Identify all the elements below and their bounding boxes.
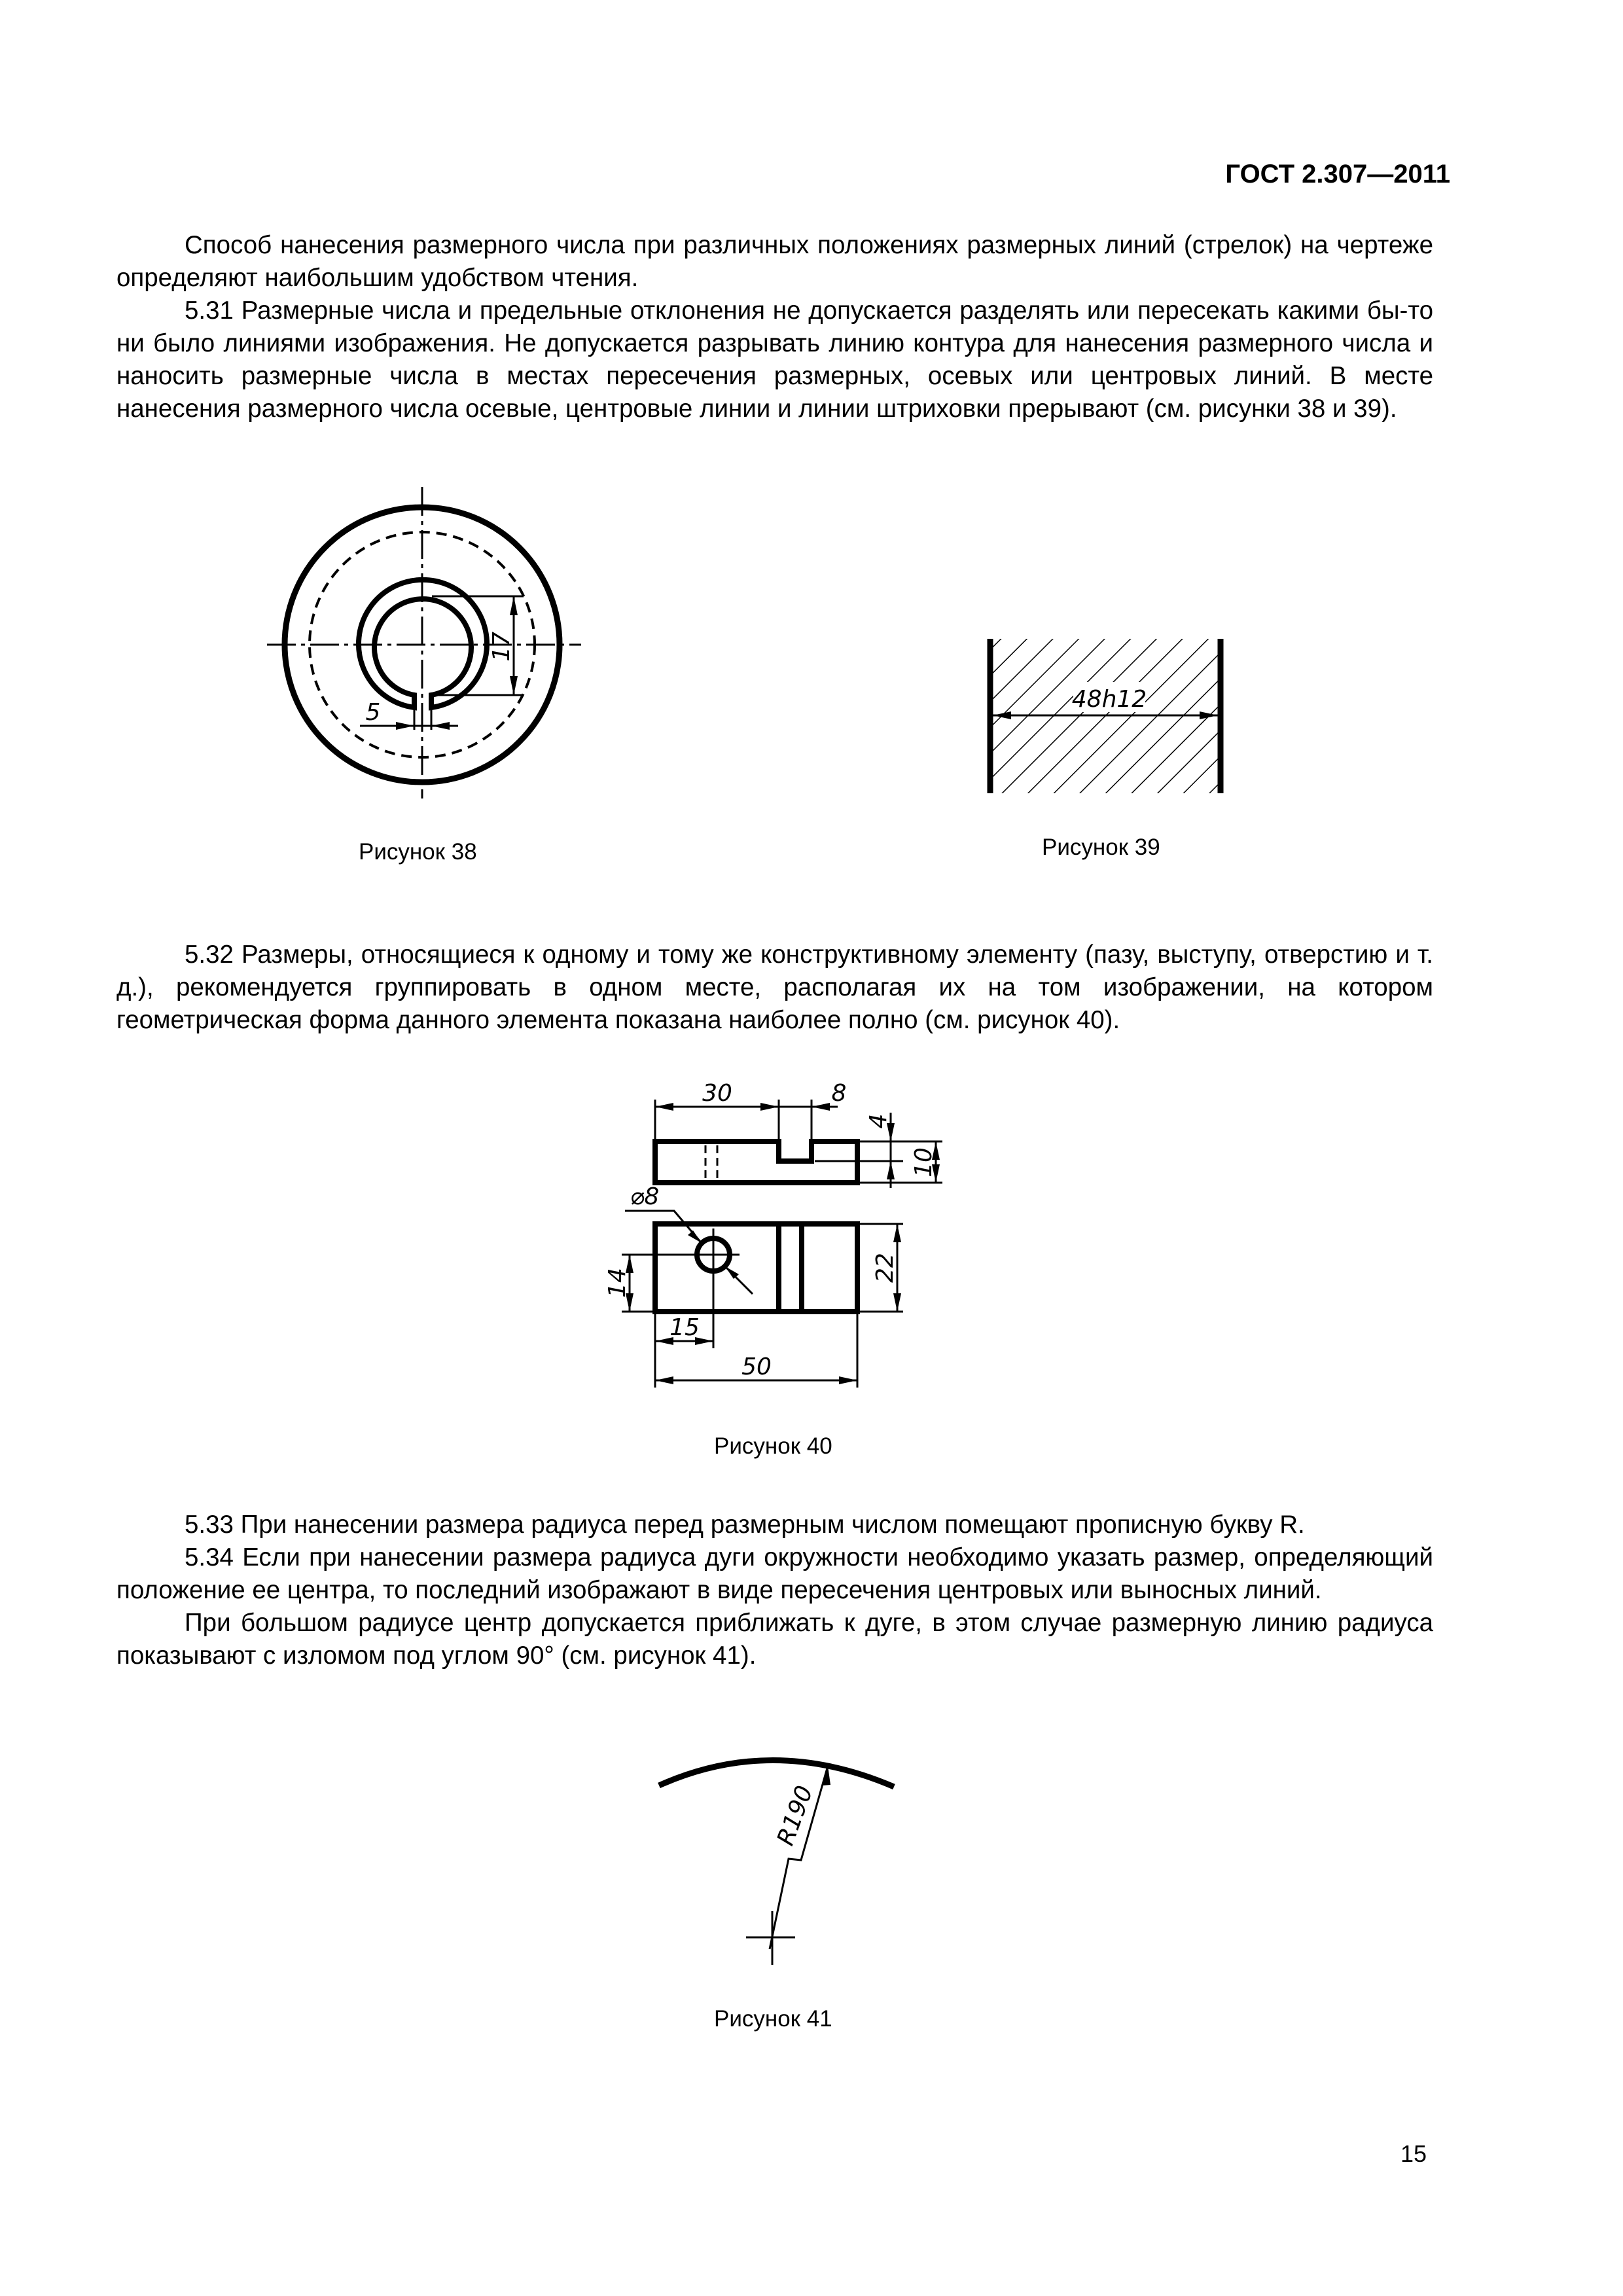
paragraph-5-32: 5.32 Размеры, относящиеся к одному и тому же конструктивному элементу (пазу, выступу, отверстию и т. д.), рекомендуется группировать в одном месте, располагая их на том изображении, на котором геометрическая форма данного элемента показана наиболее полно (см. рисунок 40). xyxy=(116,941,1433,1034)
text-block-2 xyxy=(116,939,1433,1037)
figure-38 xyxy=(262,484,589,805)
arc-r190 xyxy=(659,1760,894,1787)
dim-4: 4 xyxy=(865,1113,892,1129)
arrow xyxy=(510,676,518,695)
text-block-3 xyxy=(116,1509,1433,1672)
arrow xyxy=(431,722,450,730)
dim-10: 10 xyxy=(910,1147,937,1177)
figure-39 xyxy=(978,635,1234,798)
dim-diameter-8: ⌀8 xyxy=(630,1183,660,1210)
paragraph: Способ нанесения размерного числа при различных положениях размерных линий (стрелок) на чертеже определяют наибольшим удобством чтения. xyxy=(116,231,1433,292)
dim-15: 15 xyxy=(669,1314,700,1341)
caption-figure-38: Рисунок 38 xyxy=(359,839,477,865)
dim-17: 17 xyxy=(488,632,515,662)
dim-5: 5 xyxy=(365,699,381,726)
arrow xyxy=(396,722,414,730)
arrow xyxy=(510,596,518,615)
figure-40 xyxy=(589,1073,955,1394)
dim-50: 50 xyxy=(741,1354,772,1380)
figure-41 xyxy=(648,1734,923,1977)
document-header: ГОСТ 2.307—2011 xyxy=(1225,160,1450,188)
dim-8: 8 xyxy=(831,1080,847,1107)
text-block-1 xyxy=(116,229,1433,425)
dim-14: 14 xyxy=(604,1268,631,1298)
caption-figure-41: Рисунок 41 xyxy=(714,2006,832,2032)
paragraph-5-33: 5.33 При нанесении размера радиуса перед размерным числом помещают прописную букву R. xyxy=(185,1511,1305,1539)
caption-figure-40: Рисунок 40 xyxy=(714,1433,832,1459)
paragraph-5-34: 5.34 Если при нанесении размера радиуса дуги окружности необходимо указать размер, определяющий положение ее центра, то последний изображают в виде пересечения центровых или выносных линий. xyxy=(116,1543,1433,1604)
dim-48h12: 48h12 xyxy=(1071,686,1147,713)
dim-22: 22 xyxy=(872,1253,899,1283)
paragraph: При большом радиусе центр допускается приближать к дуге, в этом случае размерную линию радиуса показывают с изломом под углом 90° (см. рисунок 41). xyxy=(116,1609,1433,1670)
top-view-outline xyxy=(655,1224,857,1312)
dim-r190: R190 xyxy=(772,1782,819,1850)
dim-30: 30 xyxy=(702,1080,732,1107)
caption-figure-39: Рисунок 39 xyxy=(1042,834,1160,860)
paragraph-5-31: 5.31 Размерные числа и предельные отклонения не допускается разделять или пересекать какими бы-то ни было линиями изображения. Не допускается разрывать линию контура для нанесения размерного числа и наносить размерные числа в местах пересечения размерных, осевых или центровых линий. В месте нанесения размерного числа осевые, центровые линии и линии штриховки прерывают (см. рисунки 38 и 39). xyxy=(116,296,1433,423)
page-number: 15 xyxy=(1400,2140,1427,2167)
